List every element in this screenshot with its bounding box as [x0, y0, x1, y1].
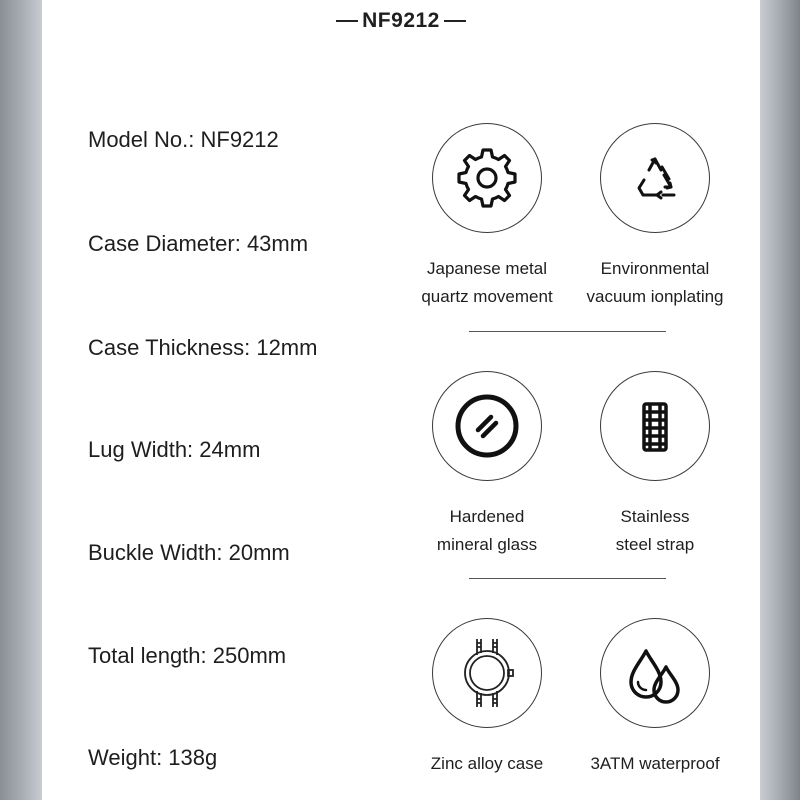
spec-sheet-card — [42, 0, 760, 800]
feature-label — [586, 255, 723, 311]
feature-icon-circle — [432, 371, 542, 481]
feature-label — [616, 503, 694, 559]
spec-case-diameter: Case Diameter: 43mm — [88, 231, 309, 256]
feature-waterproof — [570, 618, 740, 778]
feature-label-line: vacuum ionplating — [586, 287, 724, 306]
feature-label-line: Japanese metal — [426, 259, 548, 278]
spec-model-no: Model No.: NF9212 — [88, 127, 279, 152]
divider — [469, 331, 666, 332]
title-dash-left — [336, 20, 358, 22]
title-dash-right — [444, 20, 466, 22]
feature-label — [431, 750, 543, 778]
recycle-icon — [619, 142, 691, 214]
model-title: NF9212 — [362, 9, 440, 32]
feature-strap — [570, 371, 740, 559]
feature-ionplating — [570, 123, 740, 311]
background-left-edge — [0, 0, 42, 800]
spec-buckle-width: Buckle Width: 20mm — [88, 540, 290, 565]
feature-movement — [402, 123, 572, 311]
feature-label — [421, 255, 552, 311]
feature-label — [590, 750, 719, 778]
feature-label-line: steel strap — [615, 535, 695, 554]
feature-label-line: quartz movement — [421, 287, 553, 306]
feature-label-line: Hardened — [449, 507, 525, 526]
feature-icon-circle — [432, 123, 542, 233]
feature-label-line: mineral glass — [436, 535, 538, 554]
strap-icon — [619, 390, 691, 462]
feature-glass — [402, 371, 572, 559]
feature-label-line: 3ATM waterproof — [590, 754, 720, 773]
divider — [469, 578, 666, 579]
watch-case-icon — [451, 637, 523, 709]
feature-case — [402, 618, 572, 778]
feature-icon-circle — [600, 371, 710, 481]
feature-icon-circle — [600, 123, 710, 233]
gear-icon — [451, 142, 523, 214]
water-drops-icon — [619, 637, 691, 709]
feature-label-line: Stainless — [620, 507, 690, 526]
background-right-edge — [760, 0, 800, 800]
feature-icon-circle — [432, 618, 542, 728]
glass-icon — [451, 390, 523, 462]
feature-label — [437, 503, 537, 559]
feature-label-line: Zinc alloy case — [430, 754, 544, 773]
spec-weight: Weight: 138g — [88, 745, 218, 770]
feature-label-line: Environmental — [600, 259, 710, 278]
page-title — [42, 8, 760, 34]
spec-lug-width: Lug Width: 24mm — [88, 437, 261, 462]
feature-icon-circle — [600, 618, 710, 728]
spec-case-thickness: Case Thickness: 12mm — [88, 335, 318, 360]
spec-total-length: Total length: 250mm — [88, 643, 287, 668]
